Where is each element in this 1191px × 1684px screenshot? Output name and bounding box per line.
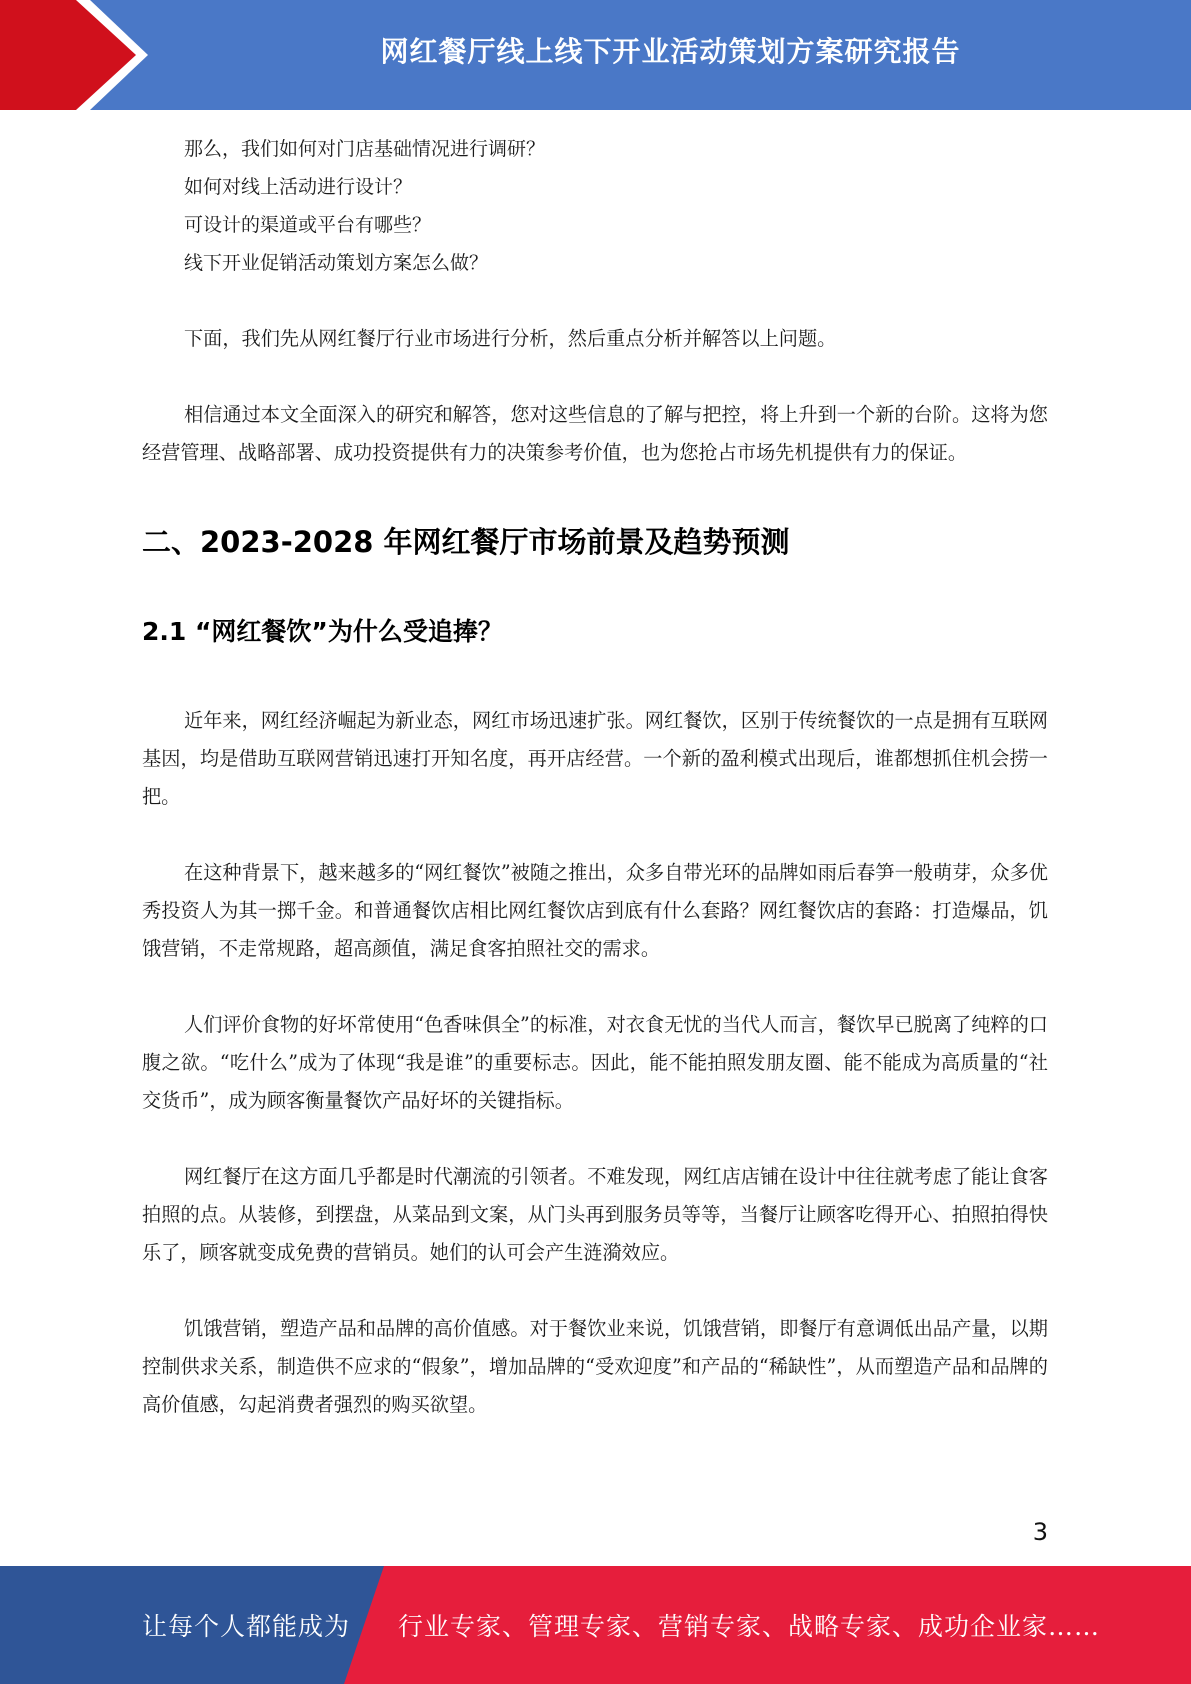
subsection-heading: 2.1 “网红餐饮”为什么受追捧？ bbox=[142, 617, 503, 646]
page-number: 3 bbox=[1032, 1518, 1048, 1546]
footer-slogan-left: 让每个人都能成为 bbox=[142, 1612, 351, 1641]
page-content bbox=[142, 130, 1048, 1424]
page-footer bbox=[0, 1566, 1191, 1684]
intro-paragraph: 下面，我们先从网红餐厅行业市场进行分析，然后重点分析并解答以上问题。 bbox=[184, 327, 837, 350]
body-paragraph: 人们评价食物的好坏常使用“色香味俱全”的标准，对衣食无忧的当代人而言，餐饮早已脱离了纯粹的口腹之欲。“吃什么”成为了体现“我是谁”的重要标志。因此，能不能拍照发朋友圈、能不能成为高质量的“社交货币”，成为顾客衡量餐饮产品好坏的关键指标。 bbox=[142, 1013, 1048, 1112]
section-heading: 二、2023-2028 年网红餐厅市场前景及趋势预测 bbox=[142, 525, 790, 559]
body-paragraph: 近年来，网红经济崛起为新业态，网红市场迅速扩张。网红餐饮，区别于传统餐饮的一点是拥有互联网基因，均是借助互联网营销迅速打开知名度，再开店经营。一个新的盈利模式出现后，谁都想抓住机会捞一把。 bbox=[142, 709, 1048, 808]
intro-paragraph: 相信通过本文全面深入的研究和解答，您对这些信息的了解与把控，将上升到一个新的台阶。这将为您经营管理、战略部署、成功投资提供有力的决策参考价值，也为您抢占市场先机提供有力的保证。 bbox=[142, 403, 1048, 464]
report-title: 网红餐厅线上线下开业活动策划方案研究报告 bbox=[380, 35, 961, 68]
question-line: 如何对线上活动进行设计？ bbox=[184, 176, 413, 198]
question-line: 那么，我们如何对门店基础情况进行调研？ bbox=[184, 138, 546, 160]
question-line: 线下开业促销活动策划方案怎么做？ bbox=[184, 252, 489, 274]
body-paragraph: 网红餐厅在这方面几乎都是时代潮流的引领者。不难发现，网红店店铺在设计中往往就考虑了能让食客拍照的点。从装修，到摆盘，从菜品到文案，从门头再到服务员等等，当餐厅让顾客吃得开心、拍照拍得快乐了，顾客就变成免费的营销员。她们的认可会产生涟漪效应。 bbox=[142, 1165, 1048, 1264]
body-paragraph: 在这种背景下，越来越多的“网红餐饮”被随之推出，众多自带光环的品牌如雨后春笋一般萌芽，众多优秀投资人为其一掷千金。和普通餐饮店相比网红餐饮店到底有什么套路？网红餐饮店的套路：打造爆品，饥饿营销，不走常规路，超高颜值，满足食客拍照社交的需求。 bbox=[142, 861, 1048, 960]
footer-slogan-right: 行业专家、管理专家、营销专家、战略专家、成功企业家…… bbox=[398, 1612, 1101, 1641]
question-line: 可设计的渠道或平台有哪些？ bbox=[184, 214, 432, 236]
page-header bbox=[0, 0, 1191, 110]
body-paragraph: 饥饿营销，塑造产品和品牌的高价值感。对于餐饮业来说，饥饿营销，即餐厅有意调低出品产量，以期控制供求关系，制造供不应求的“假象”，增加品牌的“受欢迎度”和产品的“稀缺性”，从而塑造产品和品牌的高价值感，勾起消费者强烈的购买欲望。 bbox=[142, 1317, 1048, 1416]
